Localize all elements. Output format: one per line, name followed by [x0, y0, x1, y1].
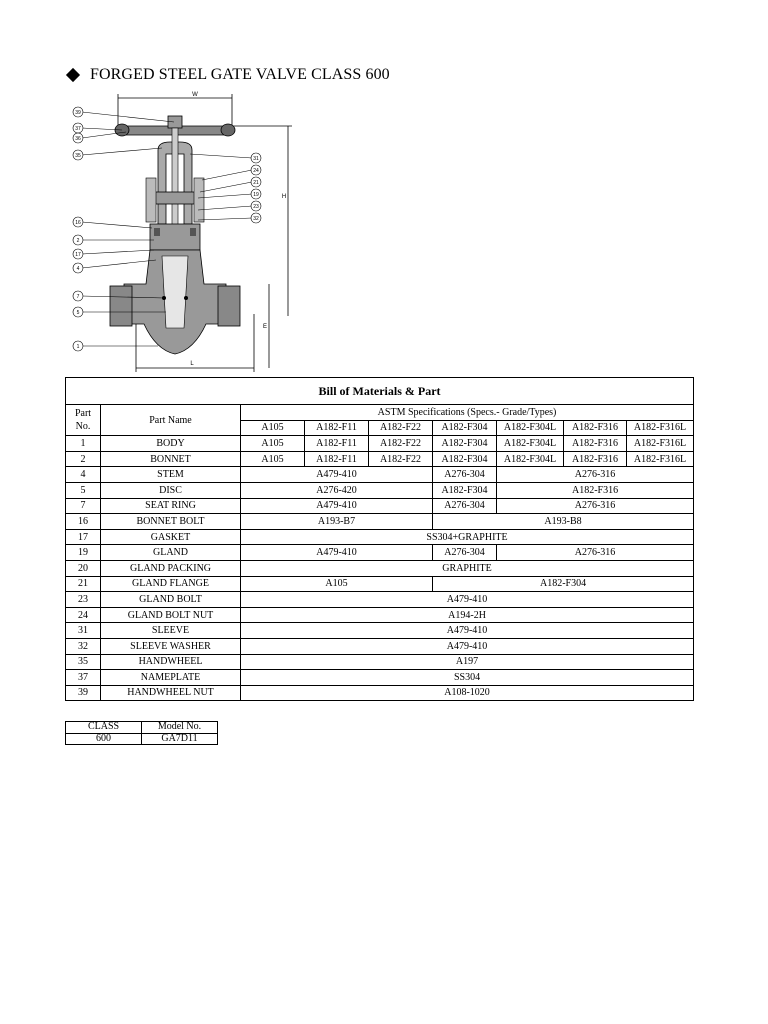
callout-label: 17	[75, 252, 81, 258]
table-row	[66, 482, 694, 498]
material-cell: A276-304	[433, 467, 497, 483]
material-cell: A479-410	[241, 623, 694, 639]
part-no-cell: 19	[66, 545, 101, 561]
grade-header: A182-F304	[433, 420, 497, 436]
part-name-cell: HANDWHEEL	[101, 654, 241, 670]
part-no-cell: 32	[66, 638, 101, 654]
model-value: GA7D11	[142, 733, 218, 745]
material-cell: A193-B7	[241, 514, 433, 530]
material-cell: A182-F304L	[497, 436, 564, 452]
callout-label: 39	[75, 110, 81, 116]
part-no-cell: 20	[66, 560, 101, 576]
table-row	[66, 545, 694, 561]
material-cell: GRAPHITE	[241, 560, 694, 576]
part-name-cell: GLAND BOLT	[101, 592, 241, 608]
table-row	[66, 560, 694, 576]
callout-label: 24	[253, 168, 259, 174]
material-cell: A182-F316	[564, 436, 627, 452]
bom-title: Bill of Materials & Part	[66, 378, 694, 405]
table-row	[66, 607, 694, 623]
table-row	[66, 623, 694, 639]
part-name-cell: GLAND PACKING	[101, 560, 241, 576]
material-cell: SS304	[241, 670, 694, 686]
material-cell: A276-316	[497, 467, 694, 483]
part-no-cell: 35	[66, 654, 101, 670]
table-row	[66, 514, 694, 530]
table-row	[66, 451, 694, 467]
class-header: CLASS	[66, 722, 142, 734]
material-cell: A182-F316L	[627, 451, 694, 467]
material-cell: A276-304	[433, 545, 497, 561]
material-cell: A105	[241, 576, 433, 592]
material-cell: A105	[241, 436, 305, 452]
part-name-cell: DISC	[101, 482, 241, 498]
part-name-cell: SLEEVE	[101, 623, 241, 639]
part-name-cell: BONNET	[101, 451, 241, 467]
dim-h-label: H	[281, 194, 287, 200]
callout-label: 5	[76, 310, 80, 316]
material-cell: A479-410	[241, 592, 694, 608]
part-name-cell: SEAT RING	[101, 498, 241, 514]
table-row	[66, 498, 694, 514]
material-cell: SS304+GRAPHITE	[241, 529, 694, 545]
callout-label: 4	[76, 266, 80, 272]
bill-of-materials-table	[65, 377, 694, 701]
material-cell: A182-F316L	[627, 436, 694, 452]
material-cell: A182-F304	[433, 576, 694, 592]
part-name-cell: GASKET	[101, 529, 241, 545]
part-no-cell: 7	[66, 498, 101, 514]
diamond-bullet-icon	[66, 68, 80, 82]
table-row	[66, 529, 694, 545]
part-name-cell: HANDWHEEL NUT	[101, 685, 241, 701]
part-no-cell: 1	[66, 436, 101, 452]
material-cell: A182-F304L	[497, 451, 564, 467]
material-cell: A182-F304	[433, 451, 497, 467]
callout-label: 7	[76, 294, 80, 300]
part-name-cell: NAMEPLATE	[101, 670, 241, 686]
handwheel-nut-shape	[168, 116, 182, 128]
callout-label: 19	[253, 192, 259, 198]
part-no-cell: 24	[66, 607, 101, 623]
table-row	[66, 576, 694, 592]
material-cell: A182-F304	[433, 482, 497, 498]
grade-header: A105	[241, 420, 305, 436]
part-name-cell: GLAND BOLT NUT	[101, 607, 241, 623]
table-row	[66, 670, 694, 686]
callout-label: 1	[76, 344, 80, 350]
part-no-cell: 37	[66, 670, 101, 686]
material-cell: A276-316	[497, 545, 694, 561]
part-name-cell: GLAND FLANGE	[101, 576, 241, 592]
grade-header: A182-F11	[305, 420, 369, 436]
grade-header: A182-F316	[564, 420, 627, 436]
end-right-shape	[218, 286, 240, 326]
page-title	[66, 66, 390, 84]
grade-header: A182-F316L	[627, 420, 694, 436]
part-name-cell: BODY	[101, 436, 241, 452]
material-cell: A182-F316	[564, 451, 627, 467]
model-table	[65, 721, 218, 745]
end-left-shape	[110, 286, 132, 326]
part-name-header: Part Name	[101, 405, 241, 436]
part-no-cell: 5	[66, 482, 101, 498]
material-cell: A182-F22	[369, 436, 433, 452]
disc-shape	[162, 256, 188, 328]
part-no-cell: 4	[66, 467, 101, 483]
dim-e-label: E	[262, 324, 268, 330]
callout-label: 16	[75, 220, 81, 226]
part-no-cell: 39	[66, 685, 101, 701]
astm-header: ASTM Specifications (Specs.- Grade/Types)	[241, 405, 694, 421]
part-name-cell: GLAND	[101, 545, 241, 561]
callout-label: 37	[75, 126, 81, 132]
callout-label: 23	[253, 204, 259, 210]
table-row	[66, 638, 694, 654]
material-cell: A479-410	[241, 638, 694, 654]
material-cell: A479-410	[241, 498, 433, 514]
material-cell: A479-410	[241, 467, 433, 483]
valve-drawing	[66, 88, 306, 374]
part-name-cell: BONNET BOLT	[101, 514, 241, 530]
part-no-cell: 21	[66, 576, 101, 592]
part-no-cell: 2	[66, 451, 101, 467]
dim-w-label: W	[192, 92, 198, 98]
table-row	[66, 436, 694, 452]
model-header: Model No.	[142, 722, 218, 734]
grade-header: A182-F22	[369, 420, 433, 436]
dim-l-label: L	[190, 361, 194, 367]
material-cell: A276-316	[497, 498, 694, 514]
callout-label: 36	[75, 136, 81, 142]
material-cell: A182-F304	[433, 436, 497, 452]
table-row	[66, 685, 694, 701]
part-no-cell: 16	[66, 514, 101, 530]
part-name-cell: SLEEVE WASHER	[101, 638, 241, 654]
page-title-text: FORGED STEEL GATE VALVE CLASS 600	[90, 66, 390, 83]
part-no-cell: 17	[66, 529, 101, 545]
material-cell: A182-F22	[369, 451, 433, 467]
callout-label: 35	[75, 153, 81, 159]
class-value: 600	[66, 733, 142, 745]
table-row	[66, 654, 694, 670]
material-cell: A193-B8	[433, 514, 694, 530]
part-no-cell: 31	[66, 623, 101, 639]
material-cell: A479-410	[241, 545, 433, 561]
table-row	[66, 592, 694, 608]
material-cell: A108-1020	[241, 685, 694, 701]
material-cell: A182-F11	[305, 451, 369, 467]
part-no-header: Part No.	[66, 405, 101, 436]
callout-label: 31	[253, 156, 259, 162]
part-name-cell: STEM	[101, 467, 241, 483]
callout-label: 21	[253, 180, 259, 186]
part-no-cell: 23	[66, 592, 101, 608]
material-cell: A194-2H	[241, 607, 694, 623]
material-cell: A276-420	[241, 482, 433, 498]
callout-label: 2	[76, 238, 80, 244]
bonnet-shape	[150, 224, 200, 250]
table-row	[66, 467, 694, 483]
material-cell: A182-F316	[497, 482, 694, 498]
material-cell: A182-F11	[305, 436, 369, 452]
callout-label: 32	[253, 216, 259, 222]
material-cell: A197	[241, 654, 694, 670]
grade-header: A182-F304L	[497, 420, 564, 436]
material-cell: A276-304	[433, 498, 497, 514]
material-cell: A105	[241, 451, 305, 467]
